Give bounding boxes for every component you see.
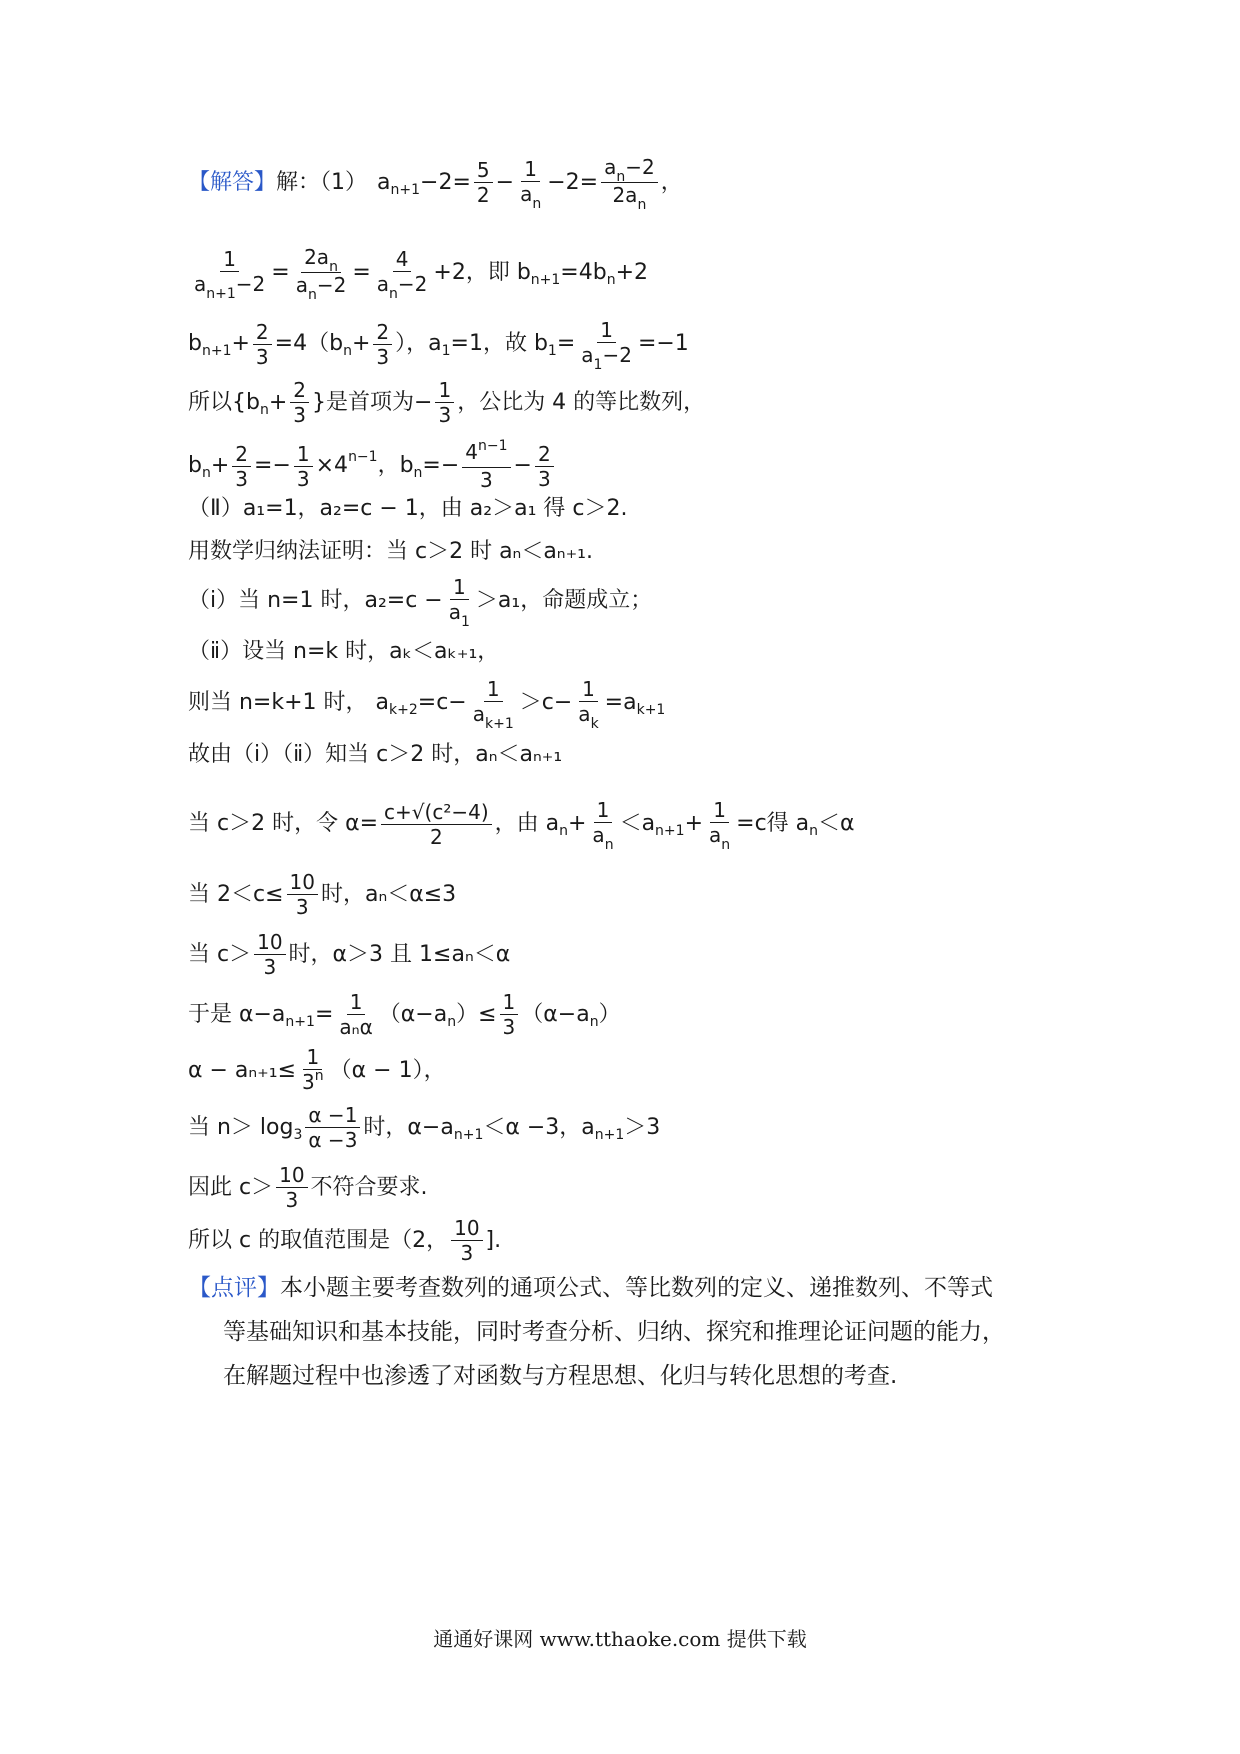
- fraction: $\frac{2}{3}$: [290, 378, 309, 427]
- fraction: $\frac{10}{3}$: [451, 1216, 482, 1265]
- fraction: $\frac{1}{a_n}$: [520, 156, 542, 212]
- solution-line-4: 所以{b n + $\frac{2}{3}$ }是首项为− $\frac{1}{3}$ ，公比为 4 的等比数列，: [188, 378, 706, 427]
- fraction: $\frac{\text{c+√(c²−4)}}{2}$: [381, 800, 492, 849]
- fraction: $\frac{1}{a_{k+1}}$: [472, 677, 514, 732]
- fraction: $\frac{2}{3}$: [535, 442, 554, 491]
- solution-line-1: 【解答】 解：（1） a n+1 −2= $\frac{5}{2}$ − $\frac{1}{a_n}$ −2= $\frac{a_n-2}{2a_n}$ ，: [188, 155, 683, 213]
- fraction: $\frac{2}{3}$: [232, 442, 251, 491]
- comment-tag: 【点评】: [188, 1275, 280, 1301]
- solution-line-19: 所以 c 的取值范围是（2， $\frac{10}{3}$ ].: [188, 1216, 502, 1265]
- fraction: $\frac{5}{2}$: [474, 158, 493, 207]
- fraction: $\frac{1}{a_{n+1}-2}$: [194, 246, 266, 302]
- fraction: $\frac{1}{3}$: [435, 378, 454, 427]
- fraction: $\frac{1}{a_k}$: [578, 677, 599, 732]
- fraction: $\frac{2}{3}$: [373, 320, 392, 369]
- fraction: $\frac{1}{a_1-2}$: [581, 318, 632, 373]
- solution-line-2: $\frac{1}{a_{n+1}-2}$ = $\frac{2a_n}{a_n-2}$ = $\frac{4}{a_n-2}$ +2，即 b n+1 =4b n +2: [188, 245, 648, 300]
- page-footer: 通通好课网 www.tthaoke.com 提供下载: [433, 1627, 807, 1651]
- solution-line-7: 用数学归纳法证明：当 c＞2 时 aₙ＜aₙ₊₁.: [188, 539, 593, 564]
- fraction: $\frac{4}{a_n-2}$: [376, 246, 428, 302]
- fraction: $\frac{1}{3^n}$: [302, 1045, 324, 1094]
- fraction: $\frac{1}{3}$: [294, 442, 313, 491]
- solution-line-12: 当 c＞2 时，令 α= $\frac{\text{c+√(c²−4)}}{2}$ ，由 a n + $\frac{1}{a_n}$ ＜a n+1 + $\frac{1}{a_n}$ =c得 a n ＜α: [188, 798, 855, 853]
- fraction: $\frac{2a_n}{a_n-2}$: [295, 245, 347, 303]
- solution-line-3: b n+1 + $\frac{2}{3}$ =4（b n + $\frac{2}{3}$ ），a 1 =1，故 b 1 = $\frac{1}{a_1-2}$ =−1: [188, 318, 689, 373]
- fraction: $\frac{2}{3}$: [253, 320, 272, 369]
- solution-tag: 【解答】: [188, 169, 277, 195]
- solution-line-8: （ⅰ）当 n=1 时，a₂=c − $\frac{1}{a_1}$ ＞a₁，命题成立；: [188, 575, 653, 630]
- solution-line-6: （Ⅱ）a₁=1，a₂=c − 1，由 a₂＞a₁ 得 c＞2.: [188, 496, 628, 521]
- comment-block: 【点评】本小题主要考查数列的通项公式、等比数列的定义、递推数列、不等式 等基础知识和基本技能，同时考查分析、归纳、探究和推理论证问题的能力， 在解题过程中也渗透了对函数与方程思想、化归与转化思想的考查.: [188, 1275, 1005, 1389]
- solution-line-18: 因此 c＞ $\frac{10}{3}$ 不符合要求.: [188, 1163, 428, 1212]
- solution-line-17: 当 n＞ log 3 $\frac{\alpha -1}{\alpha -3}$ 时，α−a n+1 ＜α −3，a n+1 ＞3: [188, 1103, 661, 1152]
- solution-line-14: 当 c＞ $\frac{10}{3}$ 时，α＞3 且 1≤aₙ＜α: [188, 930, 511, 979]
- fraction: $\frac{1}{3}$: [500, 990, 519, 1039]
- solution-line-5: b n + $\frac{2}{3}$ =− $\frac{1}{3}$ ×4 n−1 ，b n =− $\frac{4^{n-1}}{3}$ − $\frac{2}{3}$: [188, 440, 557, 492]
- fraction: $\frac{10}{3}$: [276, 1163, 307, 1212]
- solution-line-10: 则当 n=k+1 时， a k+2 =c− $\frac{1}{a_{k+1}}$ ＞c− $\frac{1}{a_k}$ =a k+1: [188, 677, 666, 732]
- solution-line-13: 当 2＜c≤ $\frac{10}{3}$ 时，aₙ＜α≤3: [188, 870, 457, 919]
- fraction: $\frac{1}{a_n}$: [592, 798, 614, 853]
- fraction: $\frac{10}{3}$: [287, 870, 318, 919]
- solution-line-9: （ⅱ）设当 n=k 时，aₖ＜aₖ₊₁，: [188, 639, 500, 664]
- fraction: $\frac{1}{\text{aₙα}}$: [339, 990, 373, 1039]
- fraction: $\frac{1}{a_1}$: [448, 575, 470, 630]
- solution-line-15: 于是 α−a n+1 = $\frac{1}{\text{aₙα}}$ （α−a n ）≤ $\frac{1}{3}$ （α−a n ）: [188, 990, 621, 1039]
- fraction: $\frac{1}{a_n}$: [709, 798, 731, 853]
- fraction: $\frac{\alpha -1}{\alpha -3}$: [305, 1103, 360, 1152]
- solution-line-11: 故由（ⅰ）（ⅱ）知当 c＞2 时，aₙ＜aₙ₊₁: [188, 742, 563, 767]
- solution-line-16: α − aₙ₊₁≤ $\frac{1}{3^n}$ （α − 1），: [188, 1045, 446, 1097]
- fraction: $\frac{10}{3}$: [254, 930, 285, 979]
- fraction: $\frac{a_n-2}{2a_n}$: [601, 155, 658, 210]
- fraction: $\frac{4^{n-1}}{3}$: [462, 440, 510, 492]
